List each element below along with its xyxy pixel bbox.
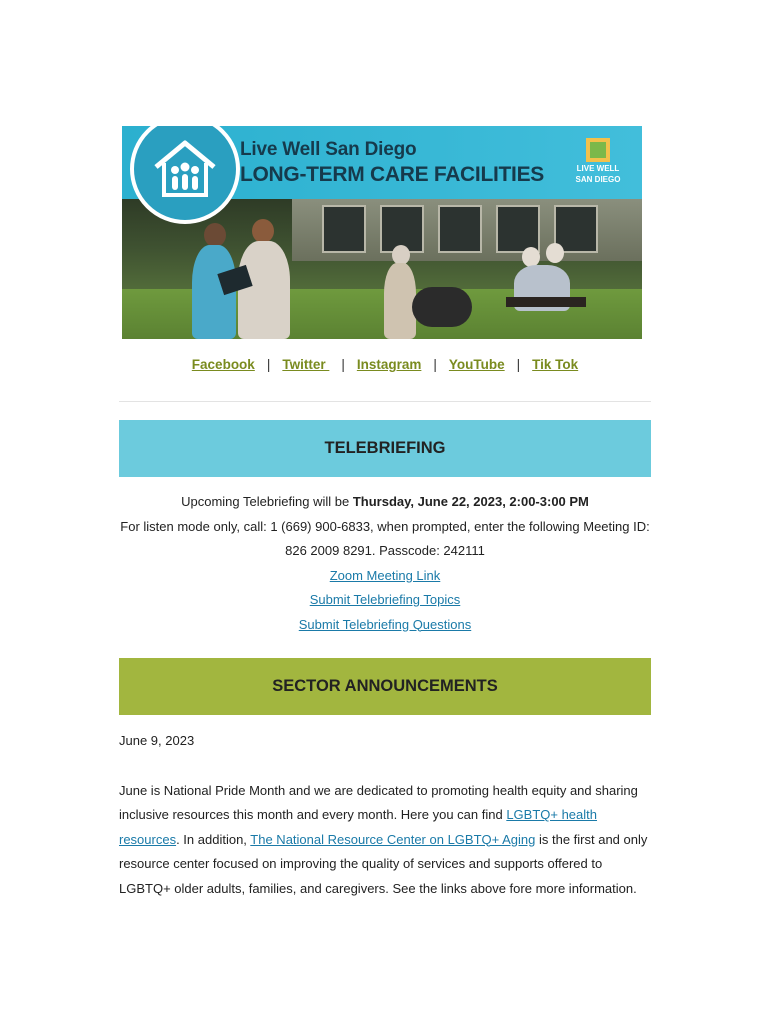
youtube-link[interactable]: YouTube	[448, 357, 505, 372]
facebook-link[interactable]: Facebook	[191, 357, 255, 372]
sector-announcements-body	[119, 729, 651, 901]
submit-topics-link[interactable]: Submit Telebriefing Topics	[309, 592, 461, 607]
divider	[119, 401, 651, 402]
live-well-mark-icon	[586, 138, 610, 162]
announcement-date: June 9, 2023	[119, 733, 195, 748]
lgbtq-health-resources-link[interactable]: LGBTQ+ health resources	[119, 807, 598, 847]
announcement-paragraph: June is National Pride Month and we are dedicated to promoting health equity and sharing inclusive resources this month and every month. Here you can find LGBTQ+ health resources. In addition, The National Resource Center on LGBTQ+ Aging is the first and only resource center focused on improving the quality of services and supports offered to LGBTQ+ older adults, families, and caregivers. See the links above fore more information.	[119, 782, 648, 896]
telebriefing-call-info: For listen mode only, call: 1 (669) 900-6833, when prompted, enter the following Meeting ID: 826 2009 8291. Passcode: 242111	[120, 518, 650, 558]
zoom-meeting-link[interactable]: Zoom Meeting Link	[329, 567, 441, 583]
separator: |	[266, 357, 271, 372]
live-well-logo-line1: LIVE WELL	[576, 164, 620, 173]
telebriefing-date-line	[119, 490, 651, 515]
live-well-logo	[568, 138, 628, 188]
submit-questions-link[interactable]: Submit Telebriefing Questions	[298, 616, 472, 632]
banner-title: Live Well San Diego	[240, 139, 417, 160]
telebriefing-body	[119, 490, 651, 637]
telebriefing-date-prefix: Upcoming Telebriefing will be	[181, 494, 353, 509]
telebriefing-date: Thursday, June 22, 2023, 2:00-3:00 PM	[352, 494, 589, 509]
banner-subtitle: LONG-TERM CARE FACILITIES	[240, 163, 544, 186]
header-banner	[122, 126, 642, 339]
separator: |	[341, 357, 345, 372]
tiktok-link[interactable]: Tik Tok	[532, 357, 579, 372]
sector-announcements-heading: SECTOR ANNOUNCEMENTS	[119, 658, 651, 715]
instagram-link[interactable]: Instagram	[356, 357, 422, 372]
twitter-link[interactable]: Twitter	[282, 357, 330, 372]
telebriefing-heading: TELEBRIEFING	[119, 420, 651, 477]
live-well-logo-line2: SAN DIEGO	[575, 175, 621, 184]
separator: |	[516, 357, 521, 372]
lgbtq-aging-center-link[interactable]: The National Resource Center on LGBTQ+ Aging	[250, 831, 536, 847]
separator: |	[433, 357, 437, 372]
social-links	[0, 357, 770, 372]
